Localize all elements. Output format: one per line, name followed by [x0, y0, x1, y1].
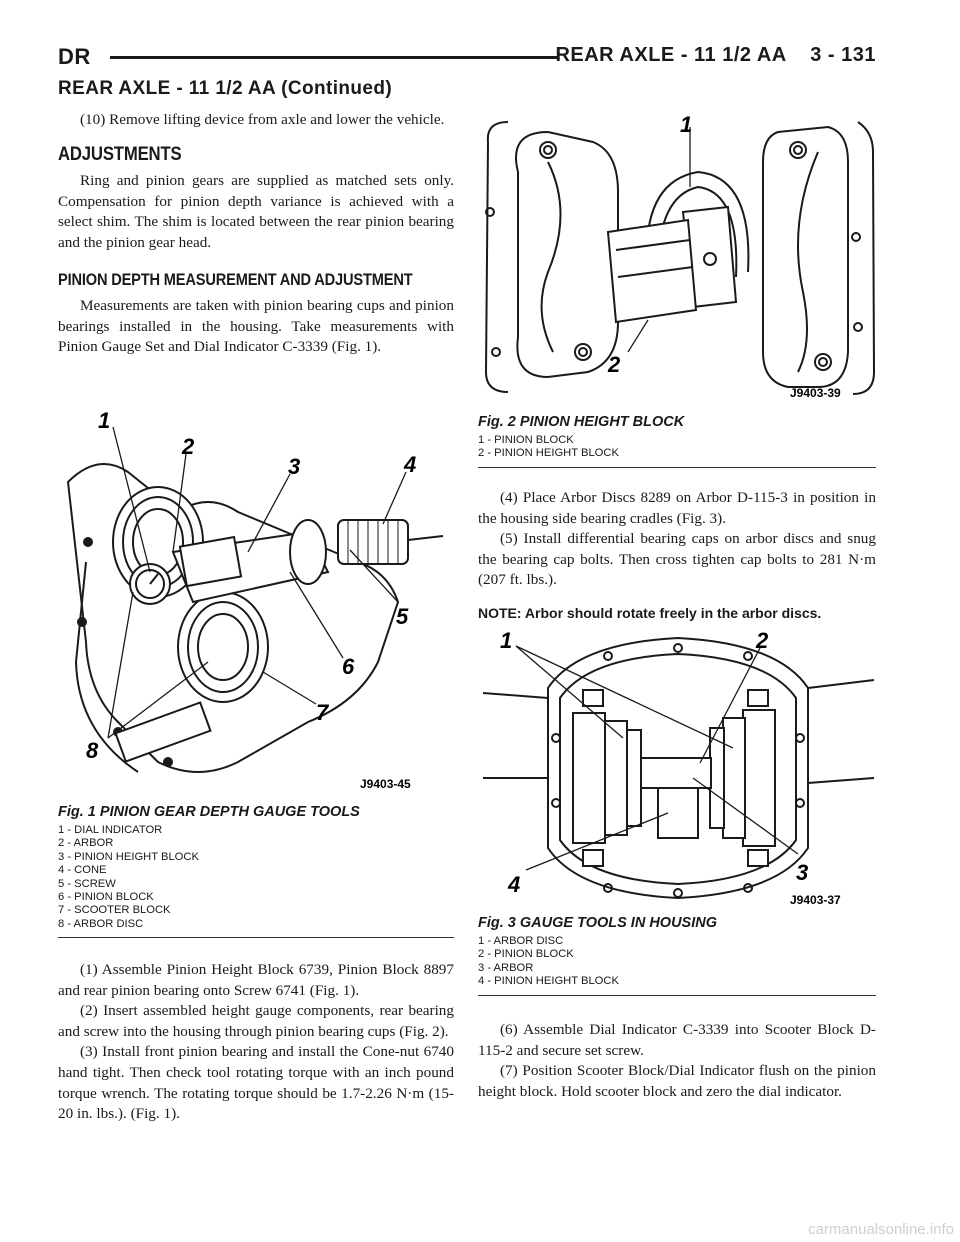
- figure-2-rule: [478, 467, 876, 468]
- right-column-steps-b: [478, 1020, 876, 1102]
- fig1-callout-6: 6: [342, 654, 355, 679]
- right-column-steps-a: [478, 488, 876, 624]
- figure-3-rule: [478, 995, 876, 996]
- fig1-legend-item: 4 - CONE: [58, 864, 107, 877]
- fig1-callout-5: 5: [396, 604, 409, 629]
- figure-1: [58, 402, 454, 938]
- fig3-callout-1: 1: [500, 628, 513, 653]
- figure-1-caption: Fig. 1 PINION GEAR DEPTH GAUGE TOOLS: [58, 804, 360, 820]
- step-4-paragraph: (4) Place Arbor Discs 8289 on Arbor D-115-3 in position in the housing side bearing cradles (Fig. 3).: [478, 489, 876, 527]
- figure-3-caption: Fig. 3 GAUGE TOOLS IN HOUSING: [478, 915, 718, 931]
- fig1-legend-item: 8 - ARBOR DISC: [58, 917, 144, 930]
- figure-3: [478, 618, 876, 996]
- header-page-title: REAR AXLE - 11 1/2 AA 3 - 131: [555, 44, 876, 66]
- figure-1-legend: [58, 824, 454, 931]
- figure-2: [478, 102, 876, 468]
- figure-1-rule: [58, 937, 454, 938]
- arbor-note: NOTE: Arbor should rotate freely in the arbor discs.: [478, 604, 822, 621]
- fig1-callout-7: 7: [316, 700, 329, 725]
- fig2-legend-item: 1 - PINION BLOCK: [478, 434, 574, 446]
- fig3-callout-4: 4: [508, 872, 521, 897]
- continued-title: REAR AXLE - 11 1/2 AA (Continued): [58, 78, 393, 99]
- fig1-legend-item: 1 - DIAL INDICATOR: [58, 824, 163, 836]
- fig1-legend-item: 5 - SCREW: [58, 877, 116, 890]
- fig1-callout-1: 1: [98, 408, 111, 433]
- left-column-top: [58, 110, 454, 358]
- fig3-callout-2: 2: [756, 628, 769, 653]
- fig1-legend-item: 3 - PINION HEIGHT BLOCK: [58, 850, 199, 863]
- fig1-callout-4: 4: [404, 452, 417, 477]
- figure-3-illustration: [478, 618, 876, 913]
- step-10-paragraph: (10) Remove lifting device from axle and lower the vehicle.: [80, 111, 445, 128]
- step-5-paragraph: (5) Install differential bearing caps on arbor discs and snug the bearing cap bolts. Then cross tighten cap bolts to 281 N·m (207 ft. lbs.).: [478, 530, 876, 589]
- step-1-paragraph: (1) Assemble Pinion Height Block 6739, Pinion Block 8897 and rear pinion bearing onto Screw 6741 (Fig. 1).: [58, 961, 454, 999]
- figure-3-legend: [478, 935, 876, 989]
- adjustments-heading: ADJUSTMENTS: [58, 143, 182, 165]
- fig1-legend-item: 6 - PINION BLOCK: [58, 891, 154, 904]
- ring-pinion-paragraph: Ring and pinion gears are supplied as matched sets only. Compensation for pinion depth variance is achieved with a select shim. The shim is located between the rear pinion bearing and the pinion gear head.: [58, 172, 454, 251]
- figure-2-illustration: [478, 102, 876, 412]
- fig1-code: J9403-45: [360, 777, 411, 791]
- figure-1-illustration: [58, 402, 454, 802]
- fig2-callout-1: 1: [680, 112, 693, 137]
- fig1-legend-item: 2 - ARBOR: [58, 837, 114, 850]
- running-header: [58, 44, 876, 74]
- step-6-paragraph: (6) Assemble Dial Indicator C-3339 into Scooter Block D-115-2 and secure set screw.: [478, 1021, 876, 1059]
- step-7-paragraph: (7) Position Scooter Block/Dial Indicator flush on the pinion height block. Hold scooter block and zero the dial indicator.: [478, 1062, 876, 1100]
- watermark: carmanualsonline.info: [808, 1221, 954, 1238]
- fig1-callout-8: 8: [86, 738, 99, 763]
- figure-2-legend: [478, 434, 876, 461]
- fig2-code: J9403-39: [790, 386, 841, 400]
- fig3-legend-item: 2 - PINION BLOCK: [478, 948, 574, 961]
- left-column-steps: [58, 960, 454, 1125]
- fig2-legend-item: 2 - PINION HEIGHT BLOCK: [478, 447, 619, 460]
- pinion-depth-heading: PINION DEPTH MEASUREMENT AND ADJUSTMENT: [58, 269, 413, 289]
- header-rule: [110, 56, 558, 59]
- fig1-legend-item: 7 - SCOOTER BLOCK: [58, 904, 171, 917]
- fig3-code: J9403-37: [790, 893, 841, 907]
- measurement-paragraph: Measurements are taken with pinion bearing cups and pinion bearings installed in the housing. Take measurements with Pinion Gauge Set and Dial Indicator C-3339 (Fig. 1).: [58, 297, 454, 356]
- fig3-legend-item: 4 - PINION HEIGHT BLOCK: [478, 975, 619, 988]
- step-2-paragraph: (2) Insert assembled height gauge components, rear bearing and screw into the housing through pinion bearing cups (Fig. 2).: [58, 1002, 454, 1040]
- header-section-code: DR: [58, 44, 91, 69]
- step-3-paragraph: (3) Install front pinion bearing and install the Cone-nut 6740 hand tight. Then check tool rotating torque with an inch pound torque wrench. The rotating torque should be 1.7-2.26 N·m (15-20 in. lbs.). (Fig. 1).: [58, 1043, 454, 1123]
- figure-2-caption: Fig. 2 PINION HEIGHT BLOCK: [478, 414, 685, 430]
- fig1-callout-3: 3: [288, 454, 301, 479]
- fig3-legend-item: 3 - ARBOR: [478, 961, 534, 974]
- fig3-callout-3: 3: [796, 860, 809, 885]
- fig1-callout-2: 2: [182, 434, 195, 459]
- fig2-callout-2: 2: [608, 352, 621, 377]
- fig3-legend-item: 1 - ARBOR DISC: [478, 935, 564, 947]
